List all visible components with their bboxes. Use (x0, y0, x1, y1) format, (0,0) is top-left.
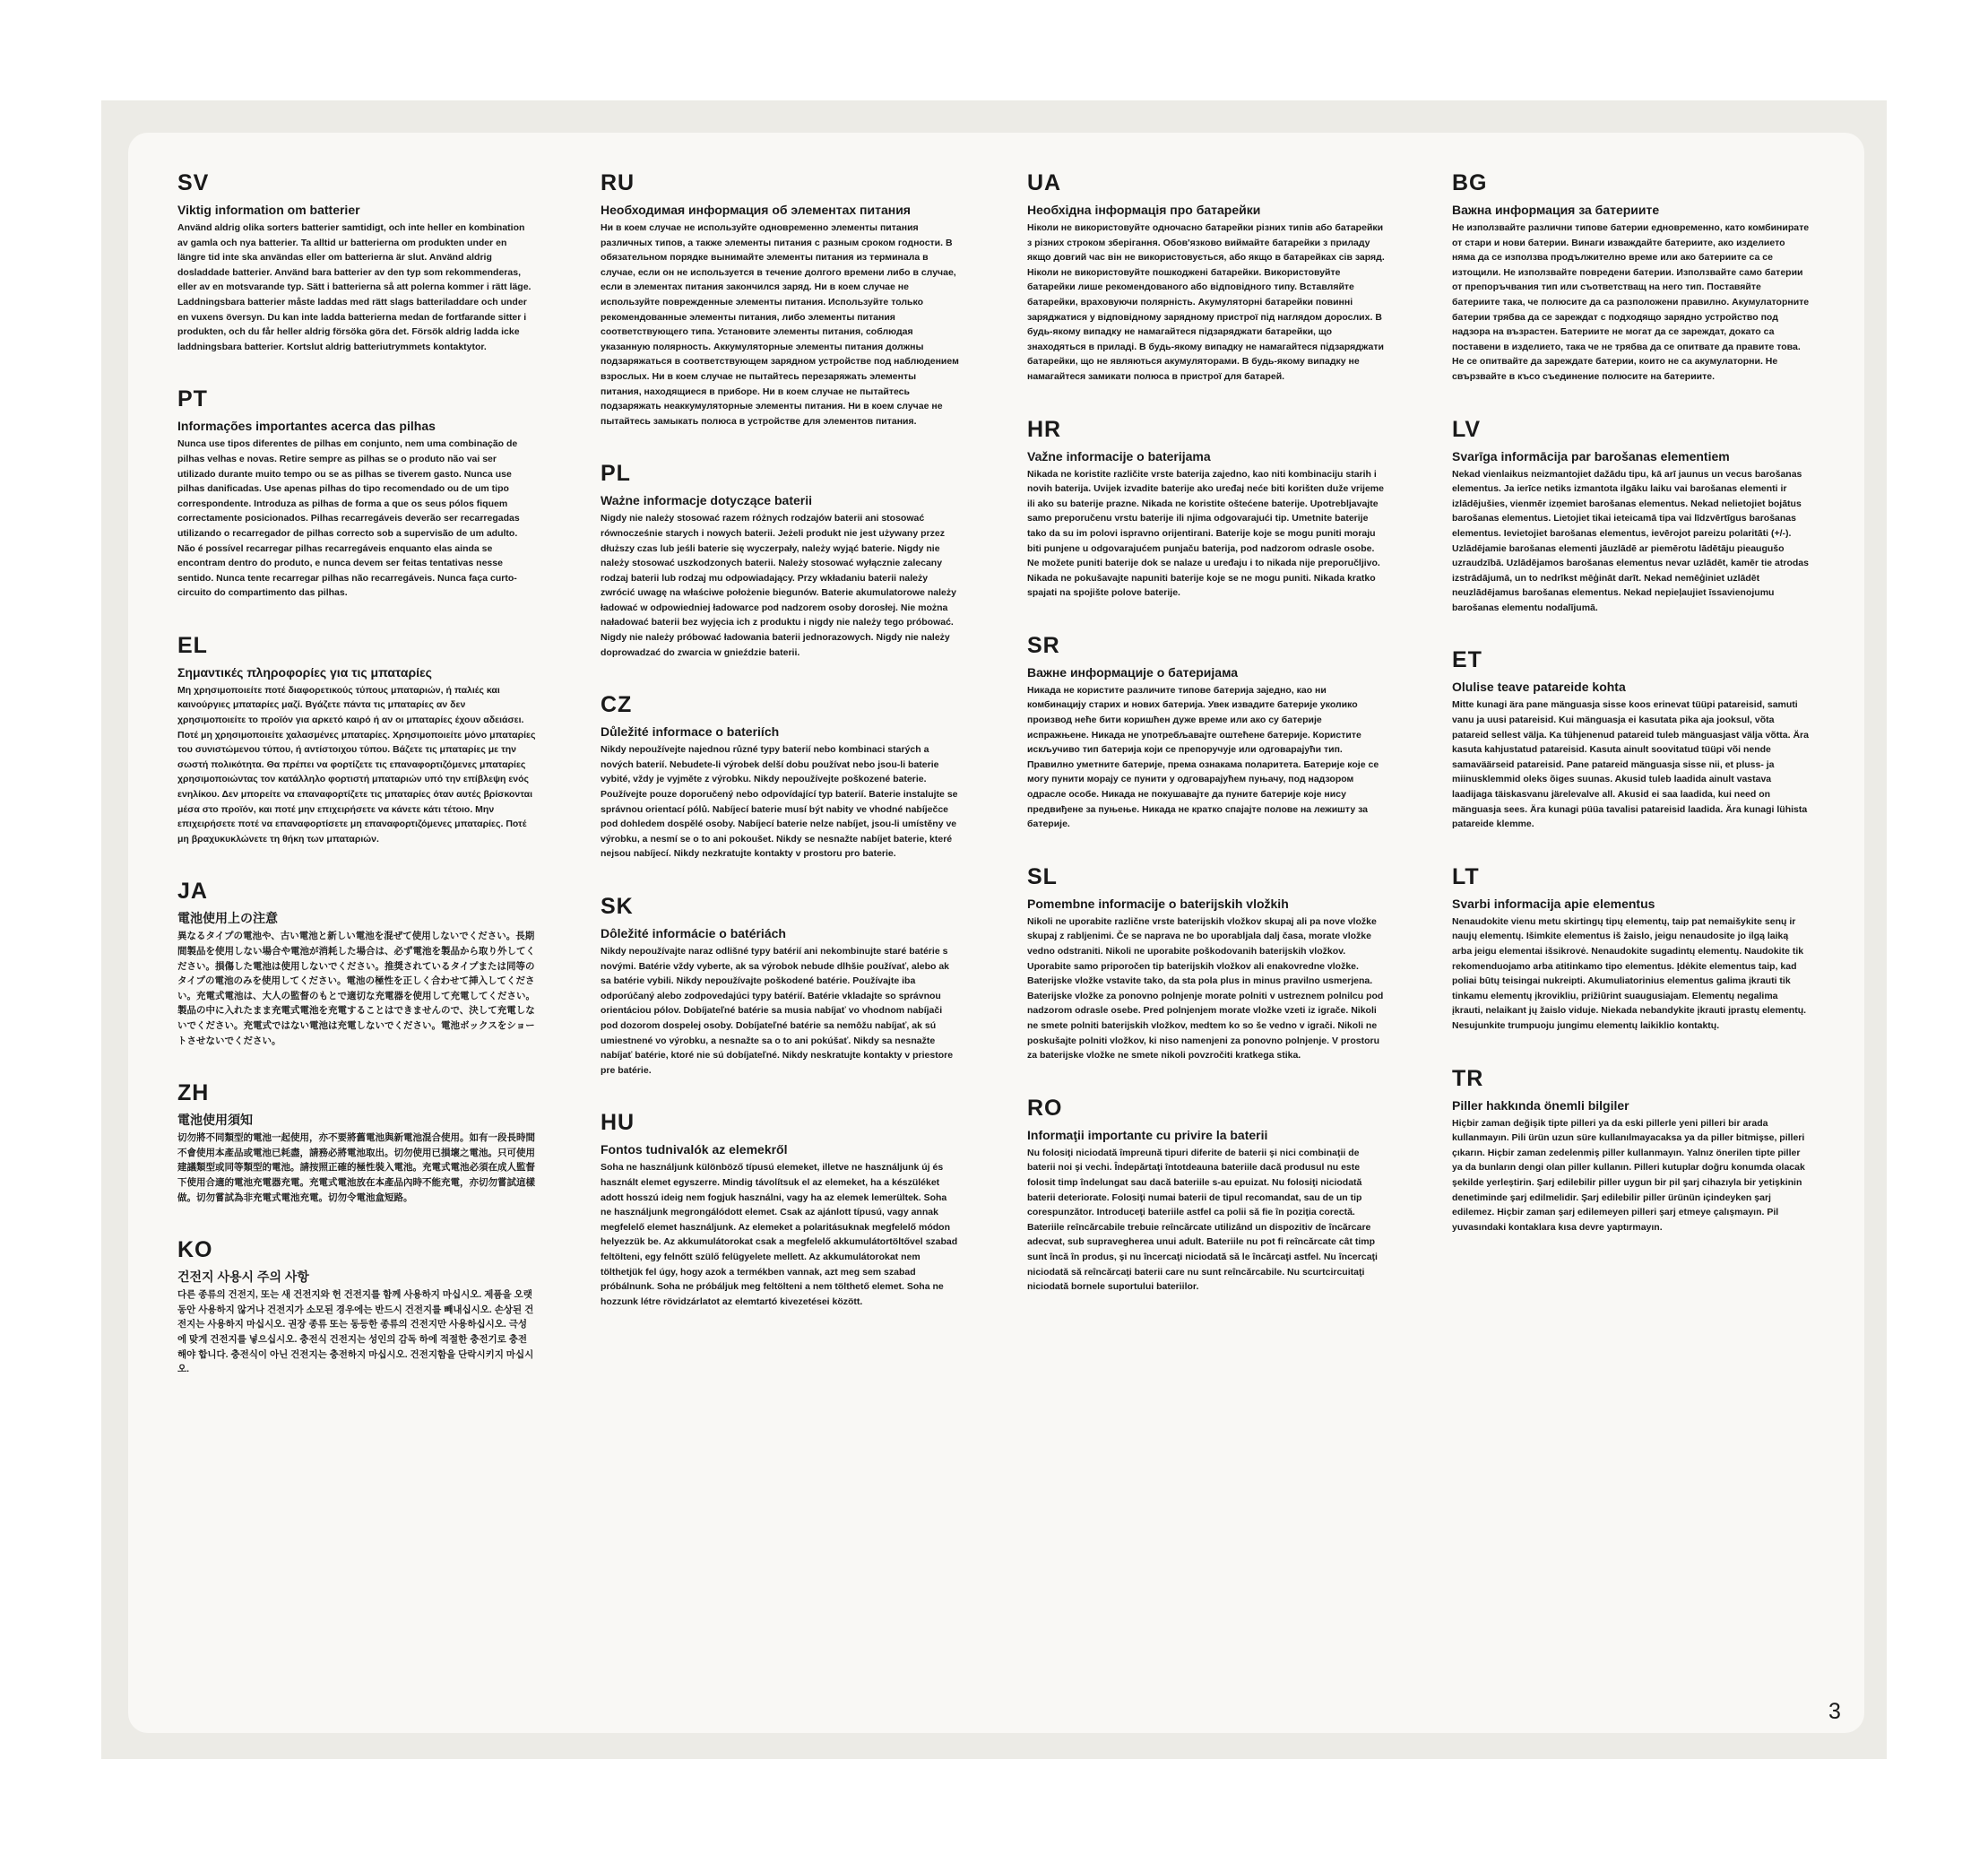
section-ja (177, 879, 536, 1048)
language-code: UA (1027, 170, 1062, 195)
section-title: Dôležité informácie o batériách (601, 926, 786, 940)
section-body: Не използвайте различни типове батерии едновременно, като комбинирате от стари и нови батерии. Винаги изваждайте батериите, ако изделието няма да се използва продължително време или ако батериите са се изтощили. Не използвайте повредени батерии. Използвайте само батерии от препоръчвания тип или съответстващ на него тип. Поставяйте батериите така, че полюсите да са разположени правилно. Акумулаторните батерии трябва да се зареждат с подходящо зарядно устройство под надзора на възрастен. Батериите не могат да се зареждат, докато са поставени в изделието, така че не трябва да се опитвате да правите това. Не се опитвайте да зареждате батерии, които не са акумулаторни. Не свързвайте в късо съединение полюсите на батериите. (1452, 222, 1810, 382)
section-title: Piller hakkında önemli bilgiler (1452, 1097, 1629, 1113)
language-code: LV (1452, 416, 1482, 442)
section-ko (177, 1237, 536, 1377)
section-tr (1452, 1066, 1811, 1235)
section-pt (177, 386, 536, 601)
section-title: Fontos tudnivalók az elemekről (601, 1142, 788, 1157)
section-body: Använd aldrig olika sorters batterier samtidigt, och inte heller en kombination av gamla och nya batterier. Ta alltid ur batterierna om produkten under en längre tid inte ska användas eller om batterierna är slut. Använd aldrig dosladdade batterier. Använd bara batterier av den typ som rekommenderas, eller av en motsvarande typ. Sätt i batterierna så att polerna kommer i rätt läge. Laddningsbara batterier måste laddas med rätt slags batteriladdare och under en vuxens översyn. Du kan inte ladda batterierna medan de fortfarande sitter i produkten, och du får heller aldrig försöka göra det. Försök aldrig ladda icke laddningsbara batterier. Kortslut aldrig batteriutrymmets kontaktytor. (177, 222, 532, 352)
section-title: 電池使用上の注意 (177, 911, 278, 926)
section-body: Ни в коем случае не используйте одновременно элементы питания различных типов, а также элементы питания с разным сроком годности. В обязательном порядке вынимайте элементы питания из терминала в случае, если он не используется в течение долгого времени либо в случае, если в элементах питания закончился заряд. Ни в коем случае не используйте поврежденные элементы питания. Используйте только рекомендованные элементы питания, либо элементы питания соответствующего типа. Установите элементы питания, соблюдая указанную полярность. Аккумуляторные элементы питания должны подзаряжаться в соответствующем зарядном устройстве под наблюдением взрослых. Ни в коем случае не пытайтесь перезаряжать элементы питания, находящиеся в приборе. Ни в коем случае не пытайтесь подзаряжать неаккумуляторные элементы питания. Ни в коем случае не пытайтесь замыкать полюса в устройстве для элементов питания. (601, 222, 959, 427)
section-title: Informações importantes acerca das pilhas (177, 419, 436, 434)
language-code: KO (177, 1237, 213, 1263)
section-body: Ніколи не використовуйте одночасно батарейки різних типів або батарейки з різних строком зберігання. Обов'язково виймайте батарейки з приладу якщо довгий час він не використовується, або якщо в батарейках сів заряд. Ніколи не використовуйте пошкоджені батарейки. Використовуйте батарейки лише рекомендованого або відповідного типу. Вставляйте батарейки, враховуючи полярність. Акумуляторні батарейки повинні заряджатися у відповідному зарядному пристрої під наглядом дорослих. В будь-якому випадку не намагайтеся підзаряджати батарейки, що знаходяться в приладі. В будь-якому випадку не намагайтеся підзаряджати батарейки, що не являються акумуляторами. В будь-якому випадку не намагайтеся замикати полюса в пристрої для батарей. (1027, 222, 1385, 382)
section-el (177, 633, 536, 847)
section-body: Μη χρησιμοποιείτε ποτέ διαφορετικούς τύπους μπαταριών, ή παλιές και καινούργιες μπαταρίες μαζί. Βγάζετε πάντα τις μπαταρίες αν δεν χρησιμοποιείτε το προϊόν για αρκετό καιρό ή αν οι μπαταρίες έχουν αδειάσει. Ποτέ μη χρησιμοποιείτε χαλασμένες μπαταρίες. Χρησιμοποιείτε μόνο μπαταρίες του συνιστώμενου τύπου, ή αντίστοιχου τύπου. Βάζετε τις μπαταρίες με την σωστή πολικότητα. Θα πρέπει να φορτίζετε τις επαναφορτιζόμενες μπαταρίες χρησιμοποιώντας τον κατάλληλο φορτιστή μπαταριών υπό την επίβλεψη ενός ενηλίκου. Δεν μπορείτε να επαναφορτίζετε τις μπαταρίες όταν αυτές βρίσκονται μέσα στο προϊόν, και ποτέ μην επιχειρήσετε να κάνετε κάτι τέτοιο. Μην επιχειρήσετε ποτέ να επαναφορτίσετε μη επαναφορτιζόμενες μπαταρίες. Ποτέ μη βραχυκυκλώνετε τη θήκη των μπαταριών. (177, 684, 536, 845)
section-title: Svarbi informacija apie elementus (1452, 896, 1655, 911)
language-code: LT (1452, 863, 1480, 889)
section-et (1452, 647, 1811, 831)
language-code: SL (1027, 863, 1058, 889)
section-body: Mitte kunagi ära pane mänguasja sisse koos erinevat tüüpi patareisid, samuti vanu ja uusi patareisid. Kui mänguasja ei kasutata pika aja jooksul, võta patareid sellest välja. Ka tühjenenud patareid tuleb mänguasjast välja võtta. Ära kasuta kahjustatud patareisid. Kasuta ainult soovitatud tüüpi või nende samaväärseid patareisid. Pane patareid mänguasja sisse nii, et pluss- ja miinusklemmid oleks õiges suunas. Akusid tuleb laadida ainult vastava laadijaga täiskasvanu järelevalve all. Akusid ei saa laadida, kui need on mänguasja sees. Ära kunagi püüa tavalisi patareisid laadida. Ära kunagi lühista patareide klemme. (1452, 699, 1809, 830)
section-title: Důležité informace o bateriích (601, 724, 780, 740)
language-code: JA (177, 879, 208, 905)
section-title: Σημαντικές πληροφορίες για τις μπαταρίες (177, 664, 432, 680)
language-code: ET (1452, 647, 1482, 673)
section-lt (1452, 864, 1811, 1034)
section-body: Nu folosiţi niciodată împreună tipuri diferite de baterii şi nici combinaţii de baterii noi şi vechi. Îndepărtaţi întotdeauna bateriile dacă produsul nu este folosit timp îndelungat sau dacă bateriile s-au epuizat. Nu folosiţi niciodată baterii deteriorate. Folosiţi numai baterii de tipul recomandat, sau de un tip corespunzător. Introduceţi bateriile astfel ca polii să fie în poziţia corectă. Bateriile reîncărcabile trebuie reîncărcate utilizând un dispozitiv de încărcare adecvat, sub supravegherea unui adult. Bateriile nu pot fi reîncărcate cât timp sunt încă în produs, şi nu încercaţi niciodată să le încărcaţi astfel. Nu încercaţi niciodată să reîncărcaţi baterii care nu sunt reîncărcabile. Nu scurtcircuitaţi niciodată bornele suportului bateriilor. (1027, 1147, 1378, 1293)
column-1 (177, 170, 536, 1409)
section-title: 電池使用須知 (177, 1113, 253, 1128)
section-body: Nikada ne koristite različite vrste baterija zajedno, kao niti kombinaciju starih i novih baterija. Uvijek izvadite baterije ako uređaj neće biti korišten duže vrijeme ili ako su baterije prazne. Nikada ne koristite oštećene baterije. Upotrebljavajte samo preporučenu vrstu baterije ili njima odgovarajući tip. Umetnite baterije tako da su im polovi ispravno orijentirani. Baterije koje se mogu puniti moraju biti punjene u odgovarajućem punjaču baterija, pod nadzorom odrasle osobe. Ne možete puniti baterije dok se nalaze u uređaju i to nikada nije preporučljivo. Nikada ne pokušavajte napuniti baterije koje se ne mogu puniti. Nikada kratko spajati na spojište polove baterije. (1027, 468, 1384, 599)
section-bg (1452, 170, 1811, 385)
language-code: PL (601, 461, 631, 487)
section-body: Nikoli ne uporabite različne vrste baterijskih vložkov skupaj ali pa nove vložke skupaj z rabljenimi. Če se naprava ne bo uporabljala dalj časa, morate vložke vedno odstraniti. Nikoli ne uporabite poškodovanih baterijskih vložkov. Uporabite samo priporočen tip baterijskih vložkov ali enakovredne vložke. Baterijske vložke vstavite tako, da sta pola plus in minus pravilno usmerjena. Baterijske vložke za ponovno polnjenje morate polniti v ustreznem polnilcu pod nadzorom odrasle osebe. Pred polnjenjem morate vložke vzeti iz igrače. Nikoli ne smete polniti baterijskih vložkov, medtem ko so še vedno v igrači. Nikoli ne poskušajte polniti vložkov, ki niso namenjeni za ponovno polnjenje. V prostoru za baterijske vložke ne smete nikoli povzročiti kratkega stika. (1027, 915, 1384, 1061)
section-title: 건전지 사용시 주의 사항 (177, 1269, 309, 1285)
section-sr (1027, 633, 1386, 832)
section-title: Необхідна інформація про батарейки (1027, 203, 1261, 217)
section-title: Необходимая информация об элементах питания (601, 203, 911, 217)
section-ru (601, 170, 959, 429)
section-body: Никада не користите различите типове батерија заједно, као ни комбинацију старих и нових батерија. Увек извадите батерије уколико производ неће бити коришћен дуже време или ако су батерије испражњене. Никада не употребљавајте оштећене батерије. Користите искључиво тип батерија који се препоручује или одговарајући тип. Правилно уметните батерије, према ознакама поларитета. Батерије које се могу пунити морају се пунити у одговарајућем пуњачу, под надзором одрасле особе. Никада не покушавајте да пуните батерије које нису предвиђене за пуњење. Никада не кратко спајајте полове на лежишту за батерије. (1027, 684, 1379, 830)
language-code: HR (1027, 416, 1062, 442)
section-title: Olulise teave patareide kohta (1452, 680, 1626, 695)
language-code: SK (601, 894, 634, 919)
section-zh (177, 1080, 536, 1205)
column-4 (1452, 170, 1811, 1267)
column-2 (601, 170, 959, 1341)
section-body: Nikdy nepoužívejte najednou různé typy baterií nebo kombinaci starých a nových baterií. Nebudete-li výrobek delší dobu používat nebo jsou-li baterie vybité, vždy je vyjměte z výrobku. Nikdy nepoužívejte poškozené baterie. Používejte pouze doporučený nebo odpovídající typ baterií. Baterie instalujte se správnou orientací pólů. Nabíjecí baterie musí být nabity ve vhodné nabíječce pod dohledem dospělé osoby. Nabíjecí baterie nelze nabíjet, jsou-li umístěny ve výrobku, a nesmí se o to ani pokoušet. Nikdy se nesnažte nabíjet baterie, které nejsou nabíjecí. Nikdy nezkratujte kontakty v prostoru pro baterie. (601, 744, 958, 860)
language-code: PT (177, 386, 208, 412)
language-code: CZ (601, 692, 633, 718)
section-body: 다른 종류의 건전지, 또는 새 건전지와 헌 건전지를 함께 사용하지 마십시오. 제품을 오랫동안 사용하지 않거나 건전지가 소모된 경우에는 반드시 건전지를 빼내십시오. 손상된 건전지는 사용하지 마십시오. 권장 종류 또는 동등한 종류의 건전지만 사용하십시오. 극성에 맞게 건전지를 넣으십시오. 충전식 건전지는 성인의 감독 하에 적절한 충전기로 충전해야 합니다. 충전식이 아닌 건전지는 충전하지 마십시오. 건전지함을 단락시키지 마십시오. (177, 1289, 534, 1375)
section-pl (601, 461, 959, 660)
section-cz (601, 692, 959, 862)
page-number: 3 (1828, 1699, 1841, 1724)
section-lv (1452, 417, 1811, 616)
language-code: SR (1027, 632, 1060, 658)
language-code: EL (177, 632, 208, 658)
language-code: ZH (177, 1080, 210, 1106)
section-ro (1027, 1096, 1386, 1295)
section-body: Hiçbir zaman değişik tipte pilleri ya da eski pillerle yeni pilleri bir arada kullanmayın. Pili ürün uzun süre kullanılmayacaksa ya da piller bitmişse, pilleri çıkarın. Hiçbir zaman zedelenmiş piller kullanmayın. Yalnız önerilen tipte piller ya da bunların dengi olan piller kullanın. Pilleri kutuplar doğru konumda olacak şekilde yerleştirin. Şarj edilebilir piller uygun bir pil şarj cihazıyla bir yetişkinin denetiminde şarj edilmelidir. Şarj edilebilir piller ürünün içindeyken şarj edilemez. Hiçbir zaman şarj edilemeyen pilleri şarj etmeye çalışmayın. Pil yuvasındaki kontaklara kısa devre yaptırmayın. (1452, 1117, 1805, 1233)
section-body: Nunca use tipos diferentes de pilhas em conjunto, nem uma combinação de pilhas velhas e novas. Retire sempre as pilhas se o produto não vai ser utilizado durante muito tempo ou se as pilhas se tiverem gasto. Nunca use pilhas danificadas. Use apenas pilhas do tipo recomendado ou de um tipo correspondente. Introduza as pilhas de forma a que os seus pólos fiquem correctamente posicionados. Pilhas recarregáveis deverão ser recarregadas utilizando o recarregador de pilhas correcto sob a supervisão de um adulto. Não é possível recarregar pilhas recarregáveis enquanto elas ainda se encontram dentro do produto, e nunca devem ser feitas tentativas nesse sentido. Nunca tente recarregar pilhas não recarregáveis. Nunca faça curto-circuito do compartimento das pilhas. (177, 438, 520, 599)
language-code: RO (1027, 1095, 1063, 1121)
language-code: BG (1452, 170, 1488, 195)
section-title: Važne informacije o baterijama (1027, 448, 1211, 464)
section-title: Informaţii importante cu privire la baterii (1027, 1127, 1268, 1142)
language-code: HU (601, 1110, 635, 1136)
section-body: Nikdy nepoužívajte naraz odlišné typy batérií ani nekombinujte staré batérie s novými. Batérie vždy vyberte, ak sa výrobok nebude dlhšie používať, alebo ak sa batérie vybili. Nikdy nepoužívajte poškodené batérie. Používajte iba odporúčaný alebo zodpovedajúci typy batérií. Batérie vkladajte so správnou orientáciou pólov. Dobíjateľné batérie sa musia nabíjať vo vhodnom nabíjači pod dozorom dospelej osoby. Dobíjateľné batérie sa nemôžu nabíjať, ak sú umiestnené vo výrobku, a nesnažte sa o to ani pokúšať. Nikdy sa nesnažte nabíjať batérie, ktoré nie sú dobíjateľné. Nikdy neskratujte kontakty v priestore pre batérie. (601, 946, 954, 1076)
language-code: SV (177, 170, 210, 195)
section-body: Nigdy nie należy stosować razem różnych rodzajów baterii ani stosować równocześnie starych i nowych baterii. Jeżeli produkt nie jest używany przez dłuższy czas lub jeśli baterie się wyczerpały, należy wyjąć baterie. Nigdy nie należy stosować uszkodzonych baterii. Należy stosować wyłącznie zalecany rodzaj baterii lub rodzaj mu odpowiadający. Przy wkładaniu baterii należy zwrócić uwagę na właściwe położenie biegunów. Baterie akumulatorowe należy ładować w odpowiedniej ładowarce pod nadzorem osoby dorosłej. Nie można naładować baterii bez wyjęcia ich z produktu i nigdy nie należy tego próbować. Nigdy nie należy próbować ładowania baterii jednorazowych. Nigdy nie należy doprowadzać do zwarcia w gnieździe baterii. (601, 513, 956, 658)
section-body: Soha ne használjunk különböző típusú elemeket, illetve ne használjunk új és használt elemet egyszerre. Mindig távolítsuk el az elemeket, ha a készüléket adott hosszú ideig nem fogjuk használni, vagy ha az elemek lemerültek. Soha ne használjunk megrongálódott elemet. Csak az ajánlott típusú, vagy annak megfelelő elemet használjunk. Az elemeket a polaritásuknak megfelelő módon helyezzük be. Az akkumulátorokat csak a megfelelő akkumulátortöltővel szabad feltölteni, egy felnőtt szülő felügyelete mellett. Az akkumulátorokat nem tölthetjük fel úgy, hogy azok a termékben vannak, azt meg sem szabad próbálnunk. Soha ne próbáljuk meg feltölteni a nem tölthető elemet. Soha ne hozzunk létre rövidzárlatot az elemtartó kivezetései között. (601, 1162, 958, 1307)
language-code: RU (601, 170, 635, 195)
section-sl (1027, 864, 1386, 1063)
section-ua (1027, 170, 1386, 385)
section-title: Ważne informacje dotyczące baterii (601, 493, 812, 508)
section-title: Важне информације о батеријама (1027, 664, 1239, 680)
section-hu (601, 1110, 959, 1309)
section-title: Svarīga informācija par barošanas elementiem (1452, 448, 1730, 464)
section-body: 切勿將不同類型的電池一起使用，亦不要將舊電池與新電池混合使用。如有一段長時間不會使用本產品或電池已耗盡，請務必將電池取出。切勿使用已損壞之電池。只可使用建議類型或同等類型的電池。請按照正確的極性裝入電池。充電式電池必須在成人監督下使用合適的電池充電器充電。充電式電池放在本產品內時不能充電，亦切勿嘗試這樣做。切勿嘗試為非充電式電池充電。切勿令電池盒短路。 (177, 1132, 535, 1203)
section-sk (601, 894, 959, 1078)
section-title: Важна информация за батериите (1452, 203, 1660, 217)
section-body: Nenaudokite vienu metu skirtingų tipų elementų, taip pat nemaišykite senų ir naujų elementų. Išimkite elementus iš žaislo, jeigu nenaudosite jo ilgą laiką arba jeigu elementai išsikrovė. Nenaudokite sugadintų elementų. Naudokite tik rekomenduojamo arba atitinkamo tipo elementus. Įdėkite elementus taip, kad poliai būtų teisingai nukreipti. Akumuliatorinius elementus galima įkrauti tik tinkamu elementų įkrovikliu, prižiūrint suaugusiajam. Elementų negalima įkrauti, nelaikant jų žaislo viduje. Niekada nebandykite įkrauti įprastų elementų. Nesujunkite trumpuoju jungimu elementų laikiklio kontaktų. (1452, 915, 1807, 1031)
section-sv (177, 170, 536, 354)
column-3 (1027, 170, 1386, 1327)
section-body: Nekad vienlaikus neizmantojiet dažādu tipu, kā arī jaunus un vecus barošanas elementus. Ja ierīce netiks izmantota ilgāku laiku vai barošanas elementi ir izlādējušies, vienmēr izņemiet barošanas elementus. Nekad nelietojiet bojātus barošanas elementus. Lietojiet tikai ieteicamā tipa vai līdzvērtīgus barošanas elementus. Ievietojiet barošanas elementus, ievērojot pareizu polaritāti (+/-). Uzlādējamie barošanas elementi jāuzlādē ar piemērotu lādētāju pieaugušo uzraudzībā. Uzlādējamos barošanas elementus nevar uzlādēt, kamēr tie atrodas izstrādājumā, un to nedrīkst mēģināt darīt. Nekad nemēģiniet uzlādēt neuzlādējamus barošanas elementus. Nekad nepieļaujiet īssavienojumu barošanas elementu nodalījumā. (1452, 468, 1809, 613)
section-title: Pomembne informacije o baterijskih vložkih (1027, 896, 1289, 911)
section-title: Viktig information om batterier (177, 203, 360, 217)
section-body: 異なるタイプの電池や、古い電池と新しい電池を混ぜて使用しないでください。長期間製品を使用しない場合や電池が消耗した場合は、必ず電池を製品から取り外してください。損傷した電池は使用しないでください。推奨されているタイプまたは同等のタイプの電池のみを使用してください。電池の極性を正しく合わせて挿入してください。充電式電池は、大人の監督のもとで適切な充電器を使用して充電してください。製品の中に入れたまま充電式電池を充電することはできませんので、決して充電しないでください。充電式ではない電池は充電しないでください。電池ボックスをショートさせないでください。 (177, 931, 535, 1046)
section-hr (1027, 417, 1386, 601)
language-code: TR (1452, 1065, 1484, 1091)
